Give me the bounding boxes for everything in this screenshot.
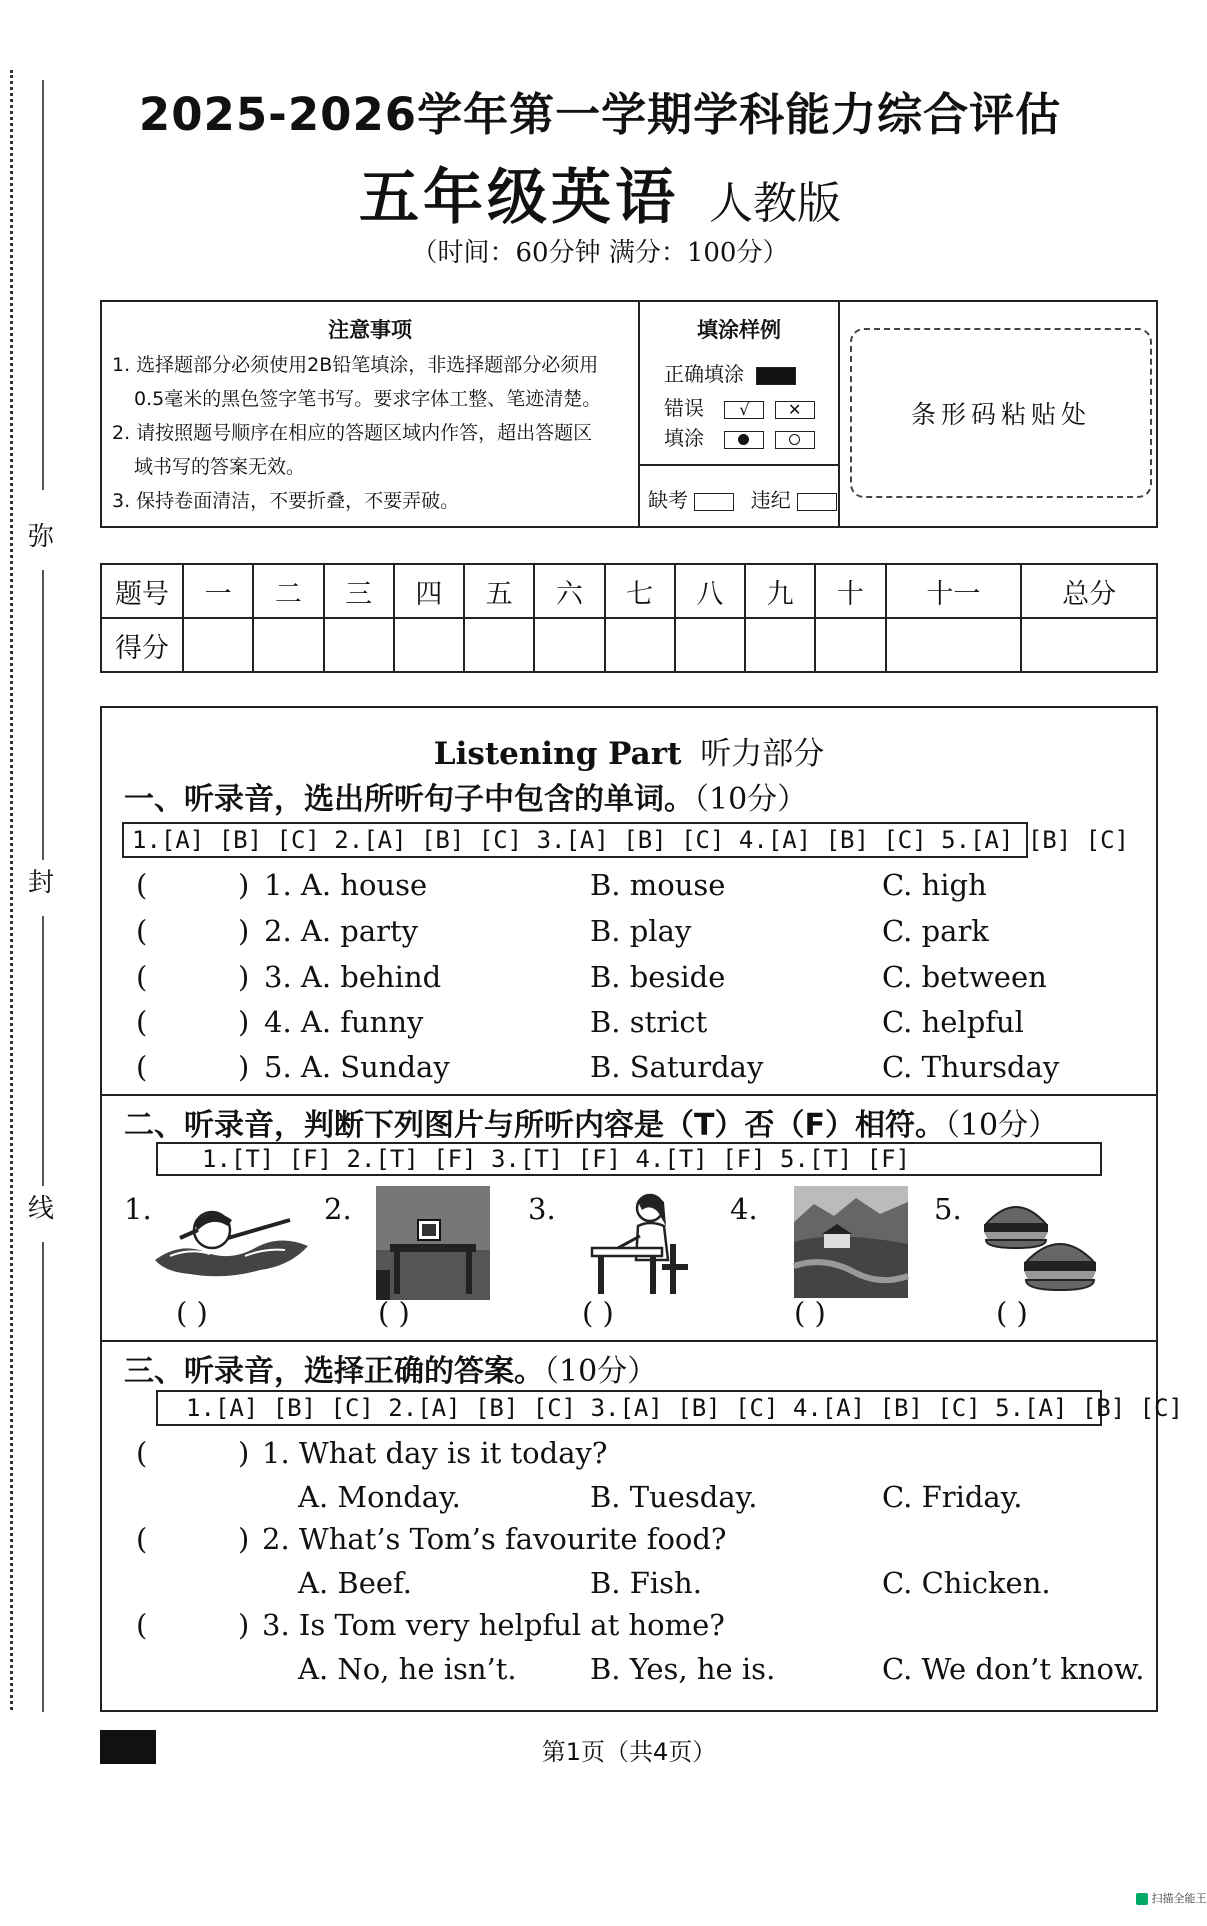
answer-paren-open: ( bbox=[136, 1522, 148, 1556]
fill-sample-section bbox=[640, 302, 840, 526]
exam-subject: 五年级英语 bbox=[359, 163, 679, 233]
binding-line-segment bbox=[42, 80, 44, 490]
section1-title bbox=[124, 774, 807, 818]
section1-heading: 一、听录音，选出所听句子中包含的单词。 bbox=[124, 782, 694, 817]
option-a: A. Monday. bbox=[298, 1480, 461, 1514]
score-col: 六 bbox=[534, 564, 604, 618]
fill-wrong-row bbox=[664, 392, 815, 421]
answer-paren-open: ( bbox=[136, 1005, 148, 1039]
option-c: C. Chicken. bbox=[882, 1566, 1051, 1600]
answer-paren-close: ) bbox=[238, 1608, 250, 1642]
section-divider bbox=[100, 1340, 1158, 1342]
notice-panel bbox=[100, 300, 1158, 528]
option-c: C. Friday. bbox=[882, 1480, 1023, 1514]
answer-paren-open: ( bbox=[136, 868, 148, 902]
section3-title bbox=[124, 1346, 657, 1390]
page-number: 第1页（共4页） bbox=[541, 1738, 717, 1766]
fill-correct-label: 正确填涂 bbox=[664, 362, 744, 386]
barcode-area bbox=[850, 328, 1152, 498]
scanner-logo-icon bbox=[1136, 1893, 1148, 1905]
answer-paren[interactable]: ( ) bbox=[794, 1296, 826, 1330]
option-c: C. Thursday bbox=[882, 1050, 1060, 1084]
answer-paren-close: ) bbox=[238, 1436, 250, 1470]
notice-list bbox=[102, 348, 638, 518]
section2-answer-row[interactable]: 1.[T] [F] 2.[T] [F] 3.[T] [F] 4.[T] [F] 5.[T] [F] bbox=[156, 1142, 1102, 1176]
score-col: 十一 bbox=[886, 564, 1022, 618]
score-cell[interactable] bbox=[1021, 618, 1157, 672]
barcode-label: 条形码粘贴处 bbox=[910, 400, 1091, 429]
notice-item: 3. 保持卷面清洁，不要折叠，不要弄破。 bbox=[112, 490, 460, 512]
score-col: 四 bbox=[394, 564, 464, 618]
score-col: 总分 bbox=[1021, 564, 1157, 618]
score-col: 十 bbox=[815, 564, 885, 618]
score-col: 八 bbox=[675, 564, 745, 618]
answer-paren[interactable]: ( ) bbox=[996, 1296, 1028, 1330]
score-col: 三 bbox=[324, 564, 394, 618]
binding-line-segment bbox=[42, 1242, 44, 1712]
score-cell[interactable] bbox=[605, 618, 675, 672]
binding-dotted-line bbox=[10, 70, 13, 1710]
score-cell[interactable] bbox=[253, 618, 323, 672]
option-a: A. No, he isn’t. bbox=[298, 1652, 517, 1686]
answer-paren-close: ) bbox=[238, 1005, 250, 1039]
section3-heading: 三、听录音，选择正确的答案。 bbox=[124, 1354, 544, 1389]
violation-checkbox[interactable] bbox=[797, 493, 837, 511]
option-c: C. park bbox=[882, 914, 989, 948]
score-cell[interactable] bbox=[324, 618, 394, 672]
section3-answer-row[interactable]: 1.[A] [B] [C] 2.[A] [B] [C] 3.[A] [B] [C] 4.[A] [B] [C] 5.[A] [B] [C] bbox=[156, 1390, 1102, 1426]
section3-points: （10分） bbox=[544, 1354, 658, 1389]
score-cell[interactable] bbox=[394, 618, 464, 672]
answer-paren-open: ( bbox=[136, 1608, 148, 1642]
fill-wrong-label-2: 填涂 bbox=[664, 426, 704, 450]
option-b: B. Yes, he is. bbox=[590, 1652, 776, 1686]
option-a: 4. A. funny bbox=[264, 1005, 424, 1039]
absent-checkbox[interactable] bbox=[694, 493, 734, 511]
fill-wrong-label-1: 错误 bbox=[664, 396, 704, 420]
fill-sample-title: 填涂样例 bbox=[697, 318, 781, 342]
picture-label: 2. bbox=[324, 1192, 352, 1226]
option-b: B. Saturday bbox=[590, 1050, 764, 1084]
village-landscape-icon bbox=[794, 1186, 908, 1298]
score-col: 二 bbox=[253, 564, 323, 618]
option-a: 1. A. house bbox=[264, 868, 428, 902]
girl-writing-icon bbox=[588, 1186, 698, 1298]
score-cell[interactable] bbox=[886, 618, 1022, 672]
section2-title bbox=[124, 1100, 1058, 1144]
score-col: 五 bbox=[464, 564, 534, 618]
score-table bbox=[100, 563, 1158, 673]
score-col: 七 bbox=[605, 564, 675, 618]
answer-paren-open: ( bbox=[136, 1436, 148, 1470]
notice-title: 注意事项 bbox=[328, 318, 412, 342]
question-text: 3. Is Tom very helpful at home? bbox=[262, 1608, 725, 1642]
score-col: 一 bbox=[183, 564, 253, 618]
option-c: C. between bbox=[882, 960, 1047, 994]
picture-label: 4. bbox=[730, 1192, 758, 1226]
option-c: C. We don’t know. bbox=[882, 1652, 1145, 1686]
notice-section bbox=[102, 302, 640, 526]
option-b: B. beside bbox=[590, 960, 726, 994]
section1-answer-row[interactable]: 1.[A] [B] [C] 2.[A] [B] [C] 3.[A] [B] [C] 4.[A] [B] [C] 5.[A] [B] [C] bbox=[122, 822, 1028, 858]
dot-mark-icon bbox=[724, 431, 764, 449]
score-table-header-row bbox=[101, 564, 1157, 618]
option-a: 5. A. Sunday bbox=[264, 1050, 450, 1084]
answer-paren[interactable]: ( ) bbox=[176, 1296, 208, 1330]
option-b: B. mouse bbox=[590, 868, 726, 902]
score-cell[interactable] bbox=[745, 618, 815, 672]
score-col: 九 bbox=[745, 564, 815, 618]
watermark-text: 扫描全能王 bbox=[1151, 1892, 1207, 1905]
check-mark-icon: √ bbox=[724, 401, 764, 419]
score-row-label: 题号 bbox=[101, 564, 183, 618]
exam-edition: 人教版 bbox=[709, 178, 841, 229]
score-table-score-row bbox=[101, 618, 1157, 672]
answer-paren-close: ) bbox=[238, 960, 250, 994]
picture-label: 3. bbox=[528, 1192, 556, 1226]
answer-paren-open: ( bbox=[136, 1050, 148, 1084]
cross-mark-icon: ✕ bbox=[775, 401, 815, 419]
violation-label: 违纪 bbox=[750, 488, 791, 512]
option-a: 3. A. behind bbox=[264, 960, 442, 994]
answer-paren-close: ) bbox=[238, 868, 250, 902]
notice-item: 1. 选择题部分必须使用2B铅笔填涂，非选择题部分必须用 bbox=[112, 354, 599, 376]
option-b: B. play bbox=[590, 914, 692, 948]
answer-paren-open: ( bbox=[136, 960, 148, 994]
binding-line-segment bbox=[42, 570, 44, 860]
listening-title bbox=[100, 728, 1158, 773]
exam-subject-line bbox=[100, 150, 1100, 236]
fill-correct-row bbox=[664, 358, 796, 387]
option-c: C. high bbox=[882, 868, 987, 902]
absent-violation-row bbox=[648, 484, 837, 513]
listening-title-en: Listening Part bbox=[433, 736, 682, 772]
picture-label: 5. bbox=[934, 1192, 962, 1226]
answer-paren-close: ) bbox=[238, 1050, 250, 1084]
score-cell[interactable] bbox=[815, 618, 885, 672]
binding-char-mi: 弥 bbox=[28, 522, 55, 552]
score-cell[interactable] bbox=[464, 618, 534, 672]
listening-title-cn: 听力部分 bbox=[700, 736, 825, 772]
tv-room-icon bbox=[376, 1186, 490, 1300]
fill-divider bbox=[640, 464, 838, 466]
notice-item: 域书写的答案无效。 bbox=[134, 456, 306, 478]
score-cell[interactable] bbox=[534, 618, 604, 672]
answer-paren[interactable]: ( ) bbox=[378, 1296, 410, 1330]
answer-paren-close: ) bbox=[238, 1522, 250, 1556]
option-b: B. strict bbox=[590, 1005, 708, 1039]
absent-label: 缺考 bbox=[648, 488, 688, 512]
answer-paren-close: ) bbox=[238, 914, 250, 948]
swimming-boy-icon bbox=[150, 1190, 315, 1290]
filled-mark-icon bbox=[756, 367, 796, 385]
fill-wrong-row-2 bbox=[664, 422, 815, 451]
section1-points: （10分） bbox=[694, 782, 808, 817]
question-text: 2. What’s Tom’s favourite food? bbox=[262, 1522, 727, 1556]
score-cell[interactable] bbox=[183, 618, 253, 672]
scanner-watermark bbox=[1136, 1890, 1207, 1906]
answer-paren-open: ( bbox=[136, 914, 148, 948]
binding-char-feng: 封 bbox=[28, 868, 55, 898]
answer-paren[interactable]: ( ) bbox=[582, 1296, 614, 1330]
section-divider bbox=[100, 1094, 1158, 1096]
binding-line-segment bbox=[42, 916, 44, 1186]
circle-mark-icon bbox=[775, 431, 815, 449]
binding-char-xian: 线 bbox=[28, 1194, 55, 1224]
score-row-label: 得分 bbox=[101, 618, 183, 672]
option-b: B. Tuesday. bbox=[590, 1480, 758, 1514]
hamburgers-icon bbox=[980, 1188, 1102, 1294]
exam-title: 2025-2026学年第一学期学科能力综合评估 bbox=[138, 88, 1062, 141]
option-c: C. helpful bbox=[882, 1005, 1024, 1039]
notice-item: 2. 请按照题号顺序在相应的答题区域内作答，超出答题区 bbox=[112, 422, 593, 444]
option-b: B. Fish. bbox=[590, 1566, 702, 1600]
notice-item: 0.5毫米的黑色签字笔书写。要求字体工整、笔迹清楚。 bbox=[134, 388, 602, 410]
question-text: 1. What day is it today? bbox=[262, 1436, 608, 1470]
picture-label: 1. bbox=[124, 1192, 152, 1226]
score-cell[interactable] bbox=[675, 618, 745, 672]
option-a: A. Beef. bbox=[298, 1566, 412, 1600]
option-a: 2. A. party bbox=[264, 914, 419, 948]
exam-info: （时间：60分钟 满分：100分） bbox=[411, 238, 789, 268]
section2-heading: 二、听录音，判断下列图片与所听内容是（T）否（F）相符。 bbox=[124, 1108, 945, 1143]
section2-points: （10分） bbox=[944, 1108, 1059, 1143]
